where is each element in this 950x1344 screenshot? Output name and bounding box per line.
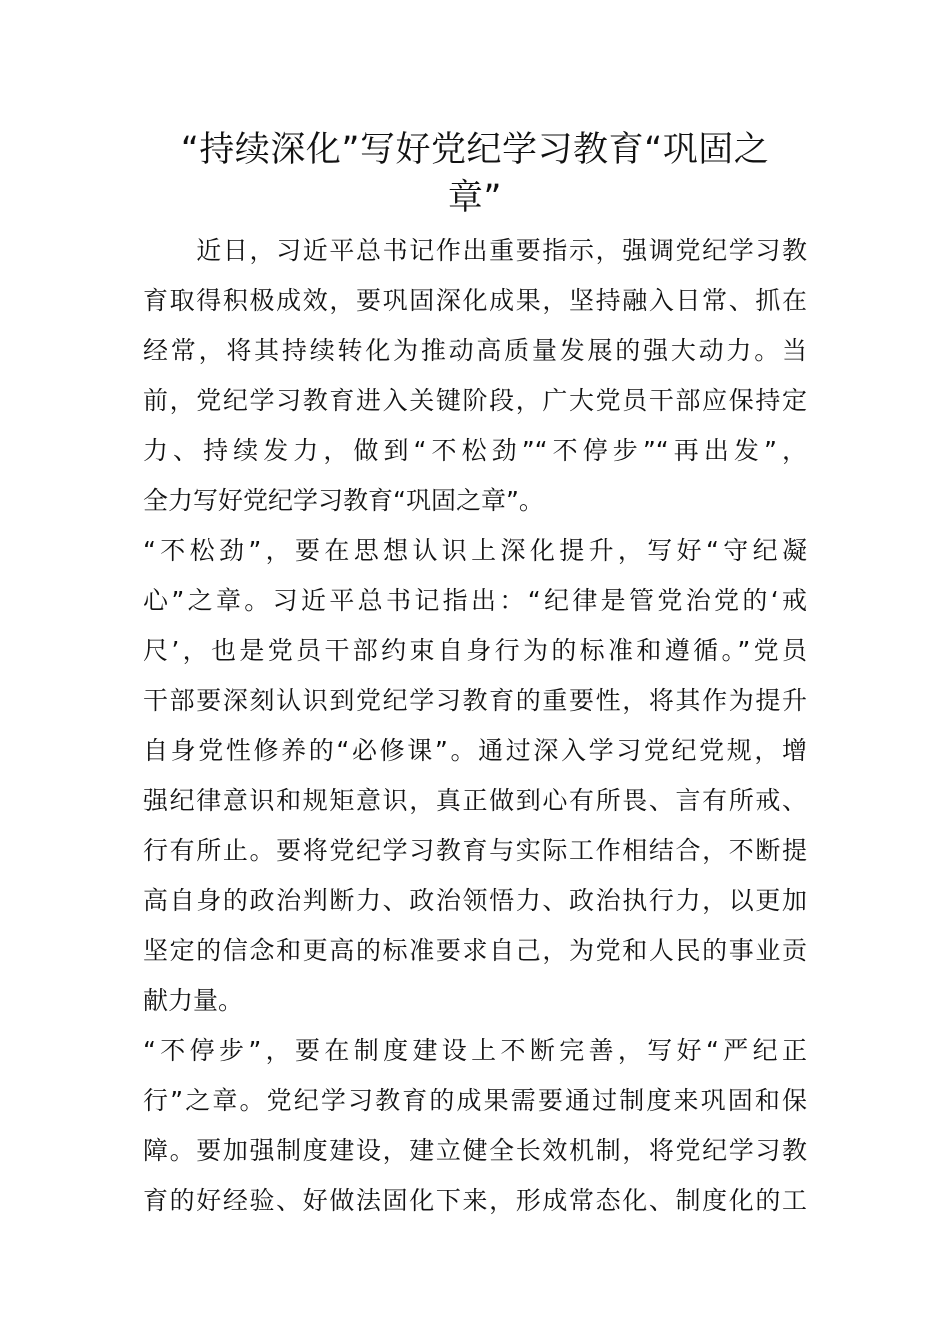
- body-line: 育取得积极成效，要巩固深化成果，坚持融入日常、抓在: [143, 286, 807, 315]
- body-line: 尺’，也是党员干部约束自身行为的标准和遵循。”党员: [143, 636, 807, 665]
- body-line: 坚定的信念和更高的标准要求自己，为党和人民的事业贡: [143, 936, 807, 965]
- document-body: [143, 226, 807, 1226]
- body-line: 行”之章。党纪学习教育的成果需要通过制度来巩固和保: [143, 1086, 807, 1115]
- body-line: 自身党性修养的“必修课”。通过深入学习党纪党规，增: [143, 736, 807, 765]
- body-line: 干部要深刻认识到党纪学习教育的重要性，将其作为提升: [143, 686, 807, 715]
- title-line-2: 章”: [447, 178, 503, 218]
- body-line: 育的好经验、好做法固化下来，形成常态化、制度化的工: [143, 1186, 807, 1215]
- body-line: 全力写好党纪学习教育“巩固之章”。: [143, 486, 544, 515]
- document-title: [150, 126, 800, 222]
- body-line: 献力量。: [143, 986, 244, 1015]
- body-line: 前，党纪学习教育进入关键阶段，广大党员干部应保持定: [143, 386, 807, 415]
- body-line: “不停步”，要在制度建设上不断完善，写好“严纪正: [143, 1036, 807, 1065]
- title-line-1: “持续深化”写好党纪学习教育“巩固之: [180, 130, 770, 170]
- body-line: 心”之章。习近平总书记指出：“纪律是管党治党的‘戒: [143, 586, 807, 615]
- body-line: 行有所止。要将党纪学习教育与实际工作相结合，不断提: [143, 836, 807, 865]
- body-line: 近日，习近平总书记作出重要指示，强调党纪学习教: [143, 236, 807, 265]
- body-line: 障。要加强制度建设，建立健全长效机制，将党纪学习教: [143, 1136, 807, 1165]
- body-line: 经常，将其持续转化为推动高质量发展的强大动力。当: [143, 336, 807, 365]
- body-line: 力、持续发力，做到“不松劲”“不停步”“再出发”，: [143, 436, 807, 465]
- body-line: 强纪律意识和规矩意识，真正做到心有所畏、言有所戒、: [143, 786, 807, 815]
- body-line: “不松劲”，要在思想认识上深化提升，写好“守纪凝: [143, 536, 807, 565]
- body-line: 高自身的政治判断力、政治领悟力、政治执行力，以更加: [143, 886, 807, 915]
